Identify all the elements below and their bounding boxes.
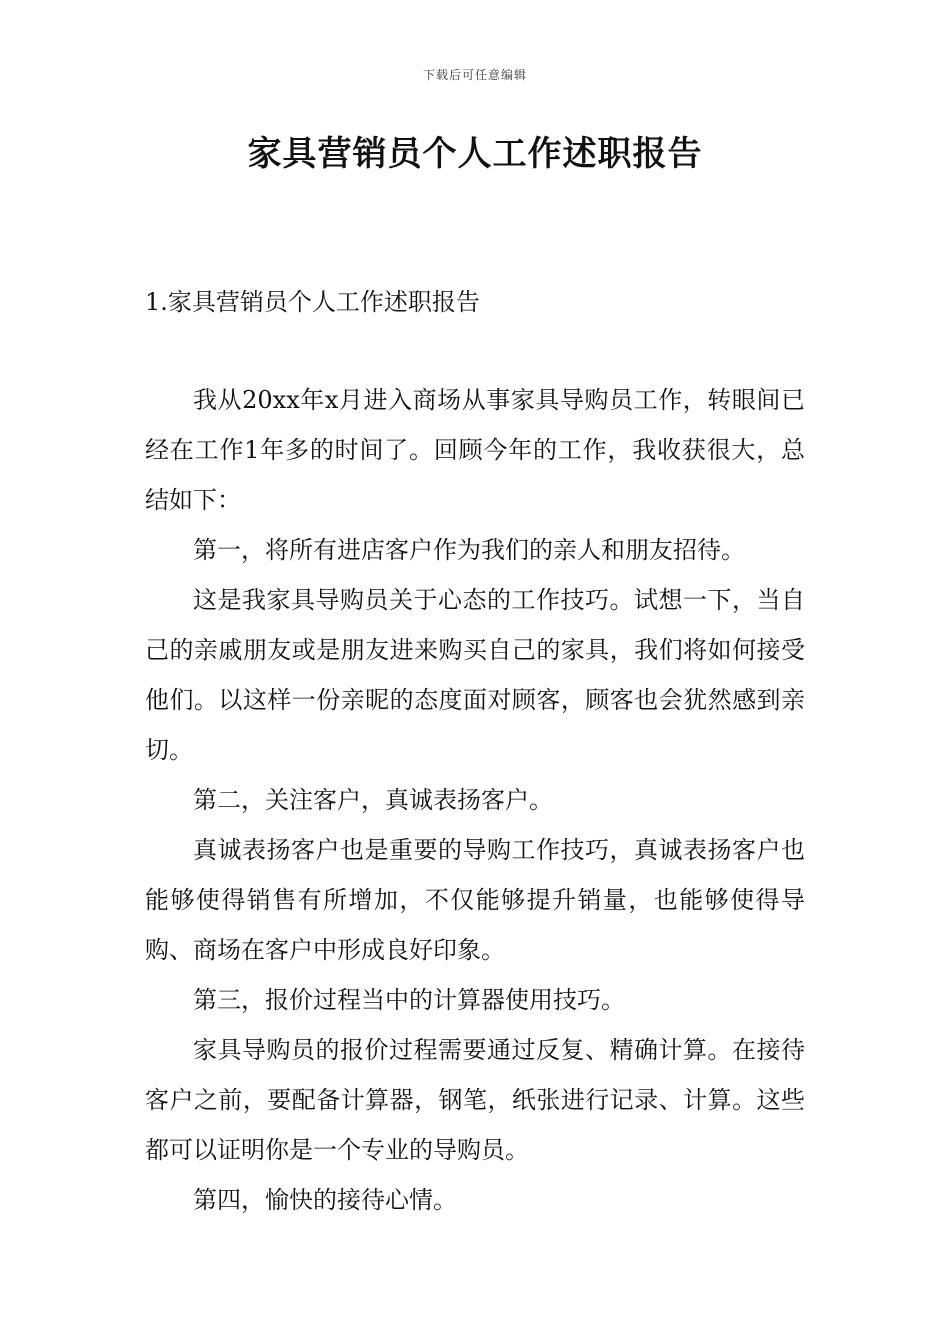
paragraph-point-1-detail: 这是我家具导购员关于心态的工作技巧。试想一下，当自己的亲戚朋友或是朋友进来购买自己的家具，我们将如何接受他们。以这样一份亲昵的态度面对顾客，顾客也会犹然感到亲切。 [145, 586, 805, 764]
paragraph-point-2: 第二，关注客户，真诚表扬客户。 [193, 786, 553, 814]
paragraph-intro: 我从20xx年x月进入商场从事家具导购员工作，转眼间已经在工作1年多的时间了。回顾今年的工作，我收获很大，总结如下： [145, 386, 805, 514]
document-body [145, 375, 805, 1225]
paragraph-point-4: 第四，愉快的接待心情。 [193, 1186, 457, 1214]
section-heading: 1.家具营销员个人工作述职报告 [145, 288, 480, 316]
paragraph-point-2-detail: 真诚表扬客户也是重要的导购工作技巧，真诚表扬客户也能够使得销售有所增加，不仅能够提升销量，也能够使得导购、商场在客户中形成良好印象。 [145, 836, 805, 964]
paragraph-point-1: 第一，将所有进店客户作为我们的亲人和朋友招待。 [193, 536, 745, 564]
header-note: 下载后可任意编辑 [422, 68, 527, 82]
paragraph-point-3-detail: 家具导购员的报价过程需要通过反复、精确计算。在接待客户之前，要配备计算器，钢笔，纸张进行记录、计算。这些都可以证明你是一个专业的导购员。 [145, 1036, 805, 1164]
document-title: 家具营销员个人工作述职报告 [247, 134, 703, 174]
paragraph-point-3: 第三，报价过程当中的计算器使用技巧。 [193, 986, 625, 1014]
